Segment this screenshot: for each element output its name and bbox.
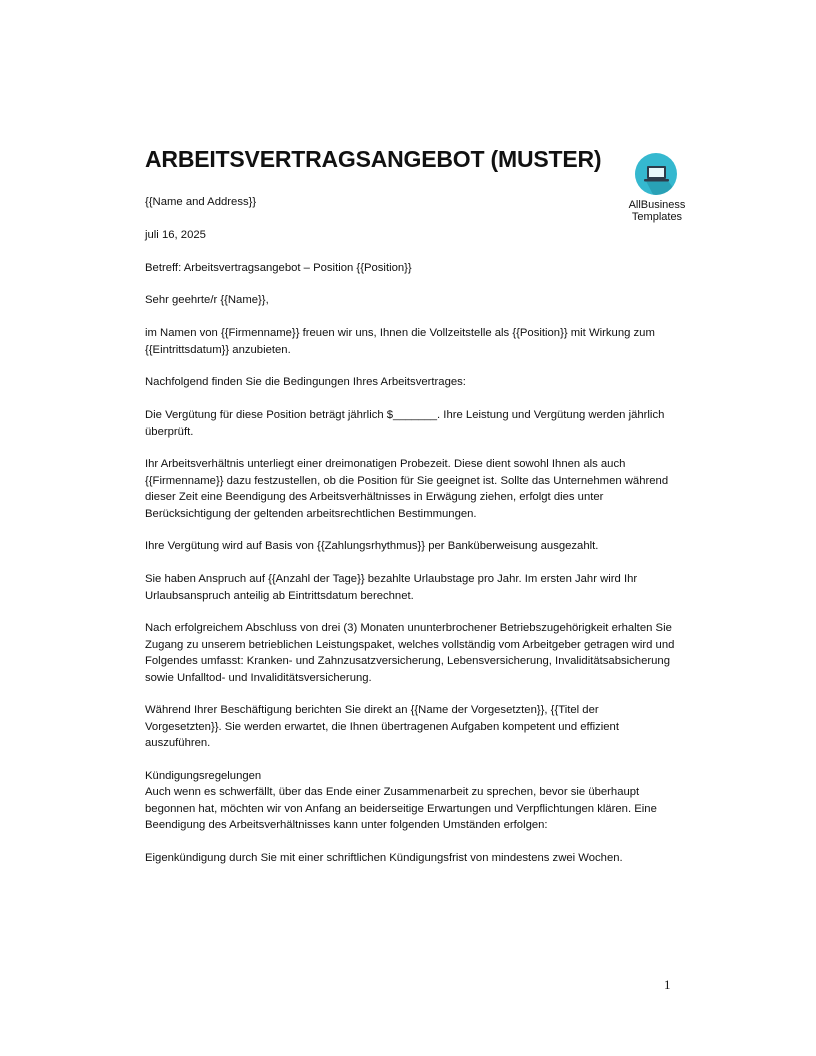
termination-heading: Kündigungsregelungen — [145, 770, 262, 783]
name-address: {{Name and Address}} — [145, 196, 257, 208]
conditions-intro: Nachfolgend finden Sie die Bedingungen Ihres Arbeitsvertrages: — [145, 376, 466, 389]
payment-paragraph: Ihre Vergütung wird auf Basis von {{Zahlungsrhythmus}} per Banküberweisung ausgezahlt. — [145, 540, 599, 553]
laptop-icon — [632, 152, 682, 198]
salutation: Sehr geehrte/r {{Name}}, — [145, 294, 269, 307]
vacation-paragraph: Sie haben Anspruch auf {{Anzahl der Tage}} bezahlte Urlaubstage pro Jahr. Im ersten Jahr wird Ihr Urlaubsanspruch anteilig ab Eintrittsdatum berechnet. — [145, 573, 638, 602]
letter-body — [145, 194, 675, 883]
logo-line-1: AllBusiness — [628, 199, 686, 211]
page-number: 1 — [664, 977, 671, 992]
reporting-paragraph: Während Ihrer Beschäftigung berichten Sie direkt an {{Name der Vorgesetzten}}, {{Titel der Vorgesetzten}}. Sie werden erwartet, die Ihnen übertragenen Aufgaben kompetent und effizient auszuführen. — [145, 704, 619, 750]
letter-subject: Betreff: Arbeitsvertragsangebot – Position {{Position}} — [145, 261, 412, 274]
probation-paragraph: Ihr Arbeitsverhältnis unterliegt einer dreimonatigen Probezeit. Diese dient sowohl Ihnen als auch {{Firmenname}} dazu festzustellen, ob die Position für Sie geeignet ist. Sollte das Unternehmen während dieser Zeit eine Beendigung des Arbeitsverhältnisses in Erwägung ziehen, erfolgt dies unter Berücksichtigung der geltenden arbeitsrechtlichen Bestimmungen. — [145, 458, 669, 520]
letter-date: juli 16, 2025 — [145, 228, 206, 241]
own-termination-paragraph: Eigenkündigung durch Sie mit einer schriftlichen Kündigungsfrist von mindestens zwei Wochen. — [145, 852, 623, 865]
document-title: ARBEITSVERTRAGSANGEBOT (MUSTER) — [145, 146, 602, 172]
benefits-paragraph: Nach erfolgreichem Abschluss von drei (3) Monaten ununterbrochener Betriebszugehörigkeit erhalten Sie Zugang zu unserem betrieblichen Leistungspaket, welches vollständig vom Arbeitgeber getragen wird und Folgendes umfasst: Kranken- und Zahnzusatzversicherung, Lebensversicherung, Invaliditätsabsicherung sowie Unfalltod- und Invaliditätsversicherung. — [145, 622, 675, 684]
termination-paragraph: Auch wenn es schwerfällt, über das Ende einer Zusammenarbeit zu sprechen, bevor sie überhaupt begonnen hat, möchten wir von Anfang an beiderseitige Erwartungen und Verpflichtungen klären. Eine Beendigung des Arbeitsverhältnisses kann unter folgenden Umständen erfolgen: — [145, 786, 657, 832]
intro-paragraph: im Namen von {{Firmenname}} freuen wir uns, Ihnen die Vollzeitstelle als {{Position}} mit Wirkung zum {{Eintrittsdatum}} anzubieten. — [145, 327, 655, 356]
salary-paragraph: Die Vergütung für diese Position beträgt jährlich $_______. Ihre Leistung und Vergütung werden jährlich überprüft. — [145, 409, 665, 438]
logo-line-2: Templates — [631, 211, 683, 223]
